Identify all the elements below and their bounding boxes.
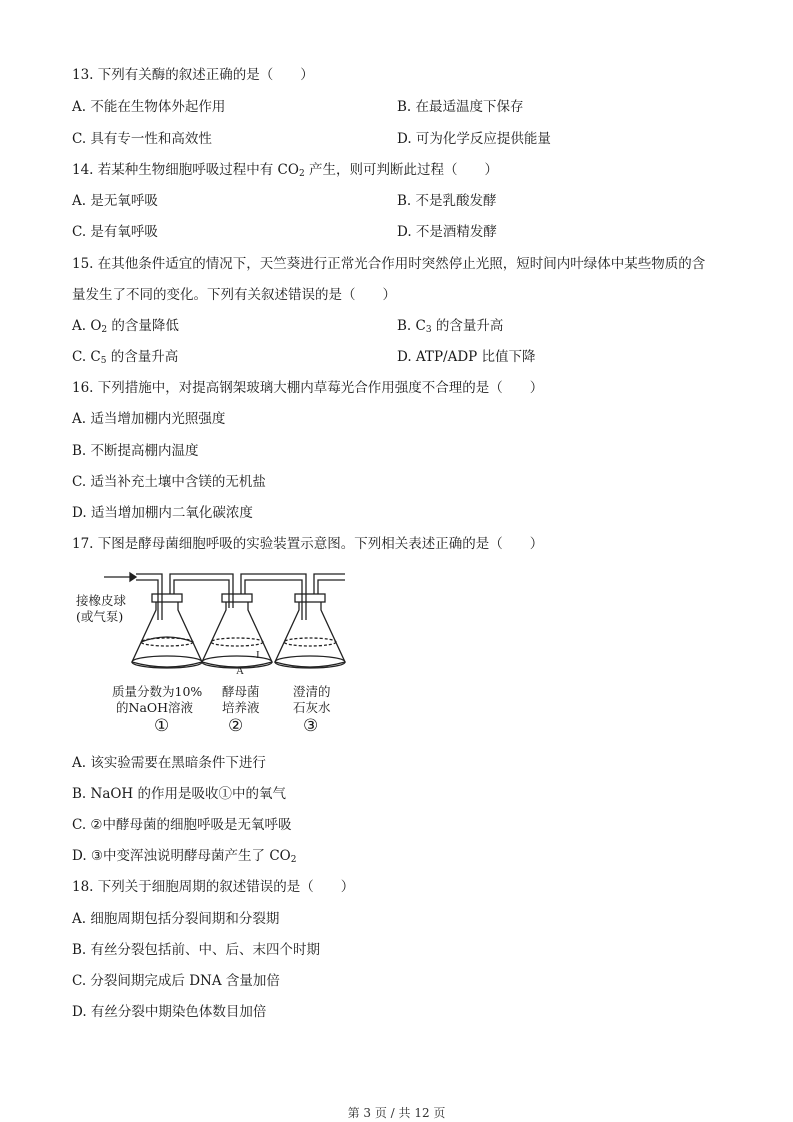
q17-stem: 17. 下图是酵母菌细胞呼吸的实验装置示意图。下列相关表述正确的是（ ） [72, 536, 544, 552]
q15-option-b: B. $C_3$ 的含量升高 [397, 318, 504, 335]
flask2-mark-i: I [256, 649, 260, 661]
flask-1 [132, 594, 202, 668]
q14-option-a: A. 是无氧呼吸 [72, 193, 158, 209]
q13-option-a: A. 不能在生物体外起作用 [72, 99, 226, 115]
q13-option-c: C. 具有专一性和高效性 [72, 131, 212, 147]
q13-option-d: D. 可为化学反应提供能量 [397, 131, 551, 147]
q16-option-b: B. 不断提高棚内温度 [72, 443, 199, 459]
q16-option-c: C. 适当补充土壤中含镁的无机盐 [72, 474, 266, 490]
q13-option-b: B. 在最适温度下保存 [397, 99, 524, 115]
q16-stem: 16. 下列措施中，对提高钢架玻璃大棚内草莓光合作用强度不合理的是（ ） [72, 380, 544, 396]
q15-option-d: D. ATP/ADP 比值下降 [397, 349, 536, 365]
q15-stem-line1: 15. 在其他条件适宜的情况下，天竺葵进行正常光合作用时突然停止光照，短时间内叶绿体中某些物质的含 [72, 256, 706, 272]
flask1-label-line1: 质量分数为10% [112, 684, 203, 699]
flask2-label-line1: 酵母菌 [222, 684, 260, 699]
q18-stem: 18. 下列关于细胞周期的叙述错误的是（ ） [72, 879, 355, 895]
q14-stem: 14. 若某种生物细胞呼吸过程中有 $CO_2$ 产生，则可判断此过程（ ） [72, 162, 498, 179]
flask3-number: ③ [303, 716, 319, 736]
tube-2-to-3 [241, 574, 306, 620]
q15-option-c: C. $C_5$ 的含量升高 [72, 349, 179, 366]
pump-label-line1: 接橡皮球 [76, 593, 127, 608]
page-footer: 第 3 页 / 共 12 页 [347, 1106, 446, 1120]
q15-option-a: A. $O_2$ 的含量降低 [72, 318, 179, 335]
pump-label-line2: (或气泵) [76, 609, 124, 624]
q14-option-d: D. 不是酒精发酵 [397, 224, 497, 240]
q17-option-d: D. ③中变浑浊说明酵母菌产生了 $CO_2$ [72, 848, 297, 865]
flask-3 [275, 594, 345, 668]
q15-stem-line2: 量发生了不同的变化。下列有关叙述错误的是（ ） [72, 287, 396, 303]
flask2-number: ② [228, 716, 244, 736]
q17-option-b: B. NaOH 的作用是吸收①中的氧气 [72, 786, 286, 802]
tube-outlet-inner [318, 580, 345, 594]
q18-option-d: D. 有丝分裂中期染色体数目加倍 [72, 1004, 267, 1020]
flask-2 [202, 594, 272, 668]
flask2-label-line2: 培养液 [222, 700, 260, 715]
q18-option-b: B. 有丝分裂包括前、中、后、末四个时期 [72, 942, 321, 958]
q16-option-d: D. 适当增加棚内二氧化碳浓度 [72, 505, 253, 521]
q18-option-a: A. 细胞周期包括分裂间期和分裂期 [72, 911, 280, 927]
flask1-number: ① [154, 716, 170, 736]
tube-1-to-2 [170, 574, 233, 608]
flask2-mark-a: A [236, 665, 244, 677]
q14-option-b: B. 不是乳酸发酵 [397, 193, 497, 209]
q14-option-c: C. 是有氧呼吸 [72, 224, 158, 240]
q18-option-c: C. 分裂间期完成后 DNA 含量加倍 [72, 973, 280, 989]
flask3-label-line2: 石灰水 [293, 700, 331, 715]
q17-option-c: C. ②中酵母菌的细胞呼吸是无氧呼吸 [72, 817, 292, 833]
q16-option-a: A. 适当增加棚内光照强度 [72, 411, 226, 427]
inlet-arrow-head [130, 573, 136, 581]
flask3-label-line1: 澄清的 [293, 684, 331, 699]
tube-2-to-3-inner [245, 580, 302, 620]
flask1-label-line2: 的NaOH溶液 [116, 700, 194, 715]
q13-stem: 13. 下列有关酶的叙述正确的是（ ） [72, 67, 314, 83]
q17-option-a: A. 该实验需要在黑暗条件下进行 [72, 755, 266, 771]
